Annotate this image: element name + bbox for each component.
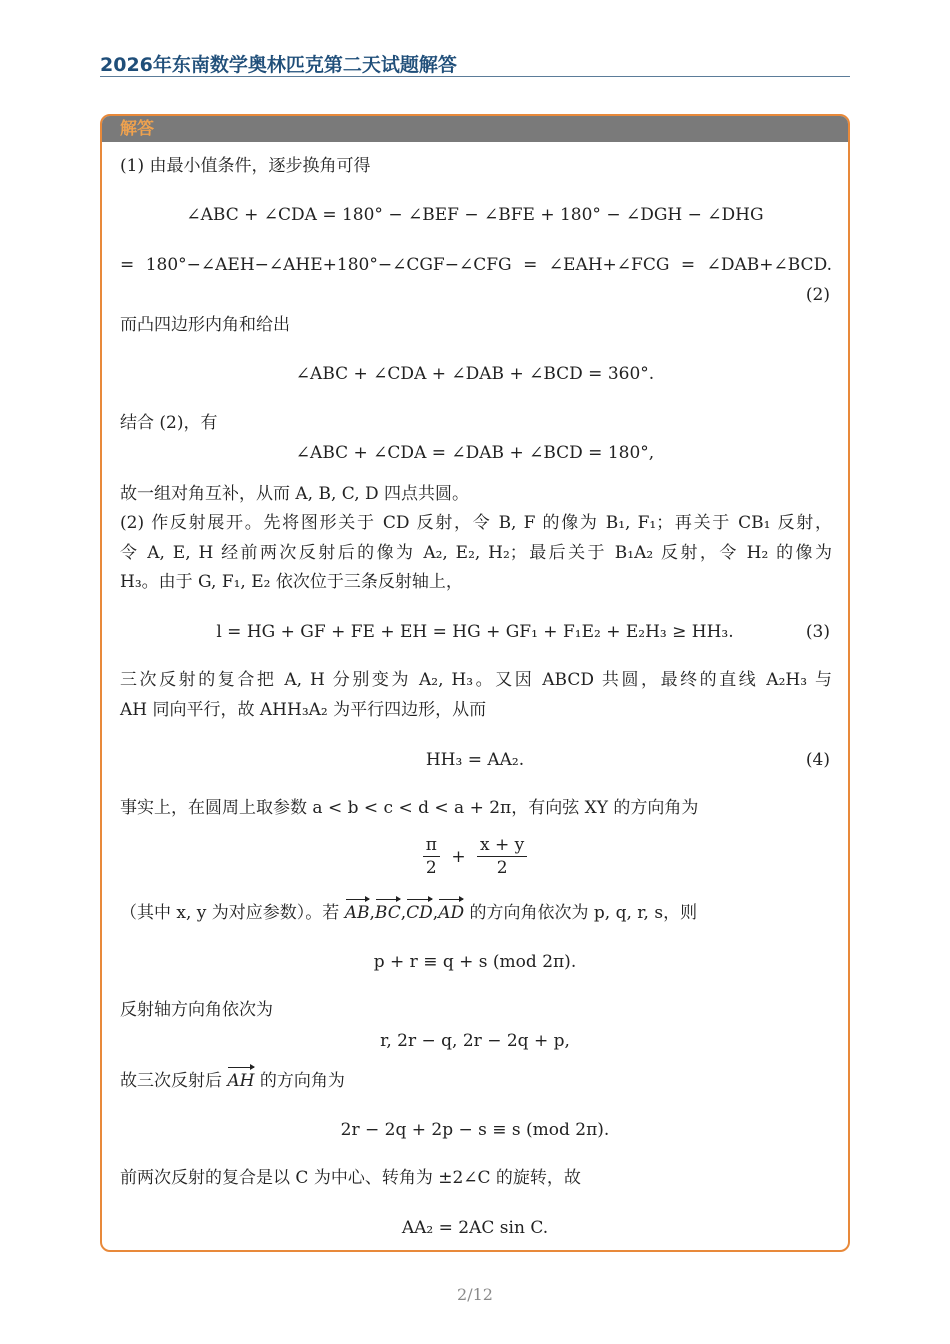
- text-line: 前两次反射的复合是以 C 为中心、转角为 ±2∠C 的旋转，故: [120, 1168, 581, 1188]
- fraction-denominator: 2: [496, 858, 508, 878]
- text-line: H₃。由于 G, F₁, E₂ 依次位于三条反射轴上，: [120, 572, 463, 592]
- text-line: 令 A, E, H 经前两次反射后的像为 A₂, E₂, H₂；最后关于 B₁A₂ 反射，令 H₂ 的像为: [120, 543, 832, 563]
- equation-number: (4): [805, 750, 830, 770]
- vector-bc: BC: [374, 903, 401, 923]
- equation: l = HG + GF + FE + EH = HG + GF₁ + F₁E₂ + E₂H₃ ≥ HH₃.: [216, 622, 734, 642]
- text-line: 而凸四边形内角和给出: [120, 315, 290, 335]
- text-segment: 故三次反射后: [120, 1071, 228, 1091]
- text-line: (1) 由最小值条件，逐步换角可得: [120, 156, 371, 176]
- fraction: [423, 834, 440, 879]
- equation: r, 2r − q, 2r − 2q + p,: [380, 1031, 570, 1051]
- equation-number: (2): [805, 285, 830, 305]
- vector-ah: AH: [227, 1071, 255, 1091]
- comma: ,: [400, 903, 407, 923]
- equation: HH₃ = AA₂.: [425, 750, 525, 770]
- fraction: [477, 834, 527, 879]
- fraction-equation: [102, 834, 848, 879]
- solution-label: 解答: [102, 116, 848, 142]
- page-header-title: 2026年东南数学奥林匹克第二天试题解答: [100, 54, 457, 76]
- page-number: 2/12: [457, 1285, 493, 1304]
- header-divider: [100, 76, 850, 77]
- text-line: 故一组对角互补，从而 A, B, C, D 四点共圆。: [120, 484, 470, 504]
- comma: ,: [432, 903, 439, 923]
- plus-sign: +: [451, 846, 466, 867]
- text-line: 结合 (2)，有: [120, 413, 218, 433]
- text-line: 三次反射的复合把 A, H 分别变为 A₂, H₃。又因 ABCD 共圆，最终的直线 A₂H₃ 与: [120, 670, 832, 690]
- text-line: [120, 902, 697, 924]
- equation: ∠ABC + ∠CDA = 180° − ∠BEF − ∠BFE + 180° − ∠DGH − ∠DHG: [186, 205, 764, 225]
- text-line: 反射轴方向角依次为: [120, 1000, 273, 1020]
- equation: = 180°−∠AEH−∠AHE+180°−∠CGF−∠CFG = ∠EAH+∠FCG = ∠DAB+∠BCD.: [120, 255, 832, 275]
- vector-cd: CD: [406, 903, 433, 923]
- fraction-denominator: 2: [425, 858, 437, 878]
- text-line: (2) 作反射展开。先将图形关于 CD 反射，令 B, F 的像为 B₁, F₁；再关于 CB₁ 反射，: [120, 513, 832, 533]
- fraction-numerator: π: [423, 834, 440, 857]
- fraction-numerator: x + y: [477, 834, 527, 857]
- equation-number: (3): [805, 622, 830, 642]
- text-line: [120, 1070, 345, 1092]
- text-segment: 的方向角为: [254, 1071, 345, 1091]
- text-line: AH 同向平行，故 AHH₃A₂ 为平行四边形，从而: [120, 700, 487, 720]
- equation: 2r − 2q + 2p − s ≡ s (mod 2π).: [340, 1120, 610, 1140]
- vector-ad: AD: [438, 903, 465, 923]
- text-segment: 的方向角依次为 p, q, r, s，则: [464, 903, 698, 923]
- comma: ,: [369, 903, 375, 923]
- solution-box: [100, 114, 850, 1252]
- equation: ∠ABC + ∠CDA = ∠DAB + ∠BCD = 180°,: [295, 443, 655, 463]
- text-line: 事实上，在圆周上取参数 a < b < c < d < a + 2π，有向弦 XY 的方向角为: [120, 798, 699, 818]
- vector-ab: AB: [344, 903, 370, 923]
- equation: ∠ABC + ∠CDA + ∠DAB + ∠BCD = 360°.: [295, 364, 655, 384]
- equation: p + r ≡ q + s (mod 2π).: [373, 952, 577, 972]
- text-segment: （其中 x, y 为对应参数）。若: [120, 903, 345, 923]
- equation: AA₂ = 2AC sin C.: [401, 1218, 549, 1238]
